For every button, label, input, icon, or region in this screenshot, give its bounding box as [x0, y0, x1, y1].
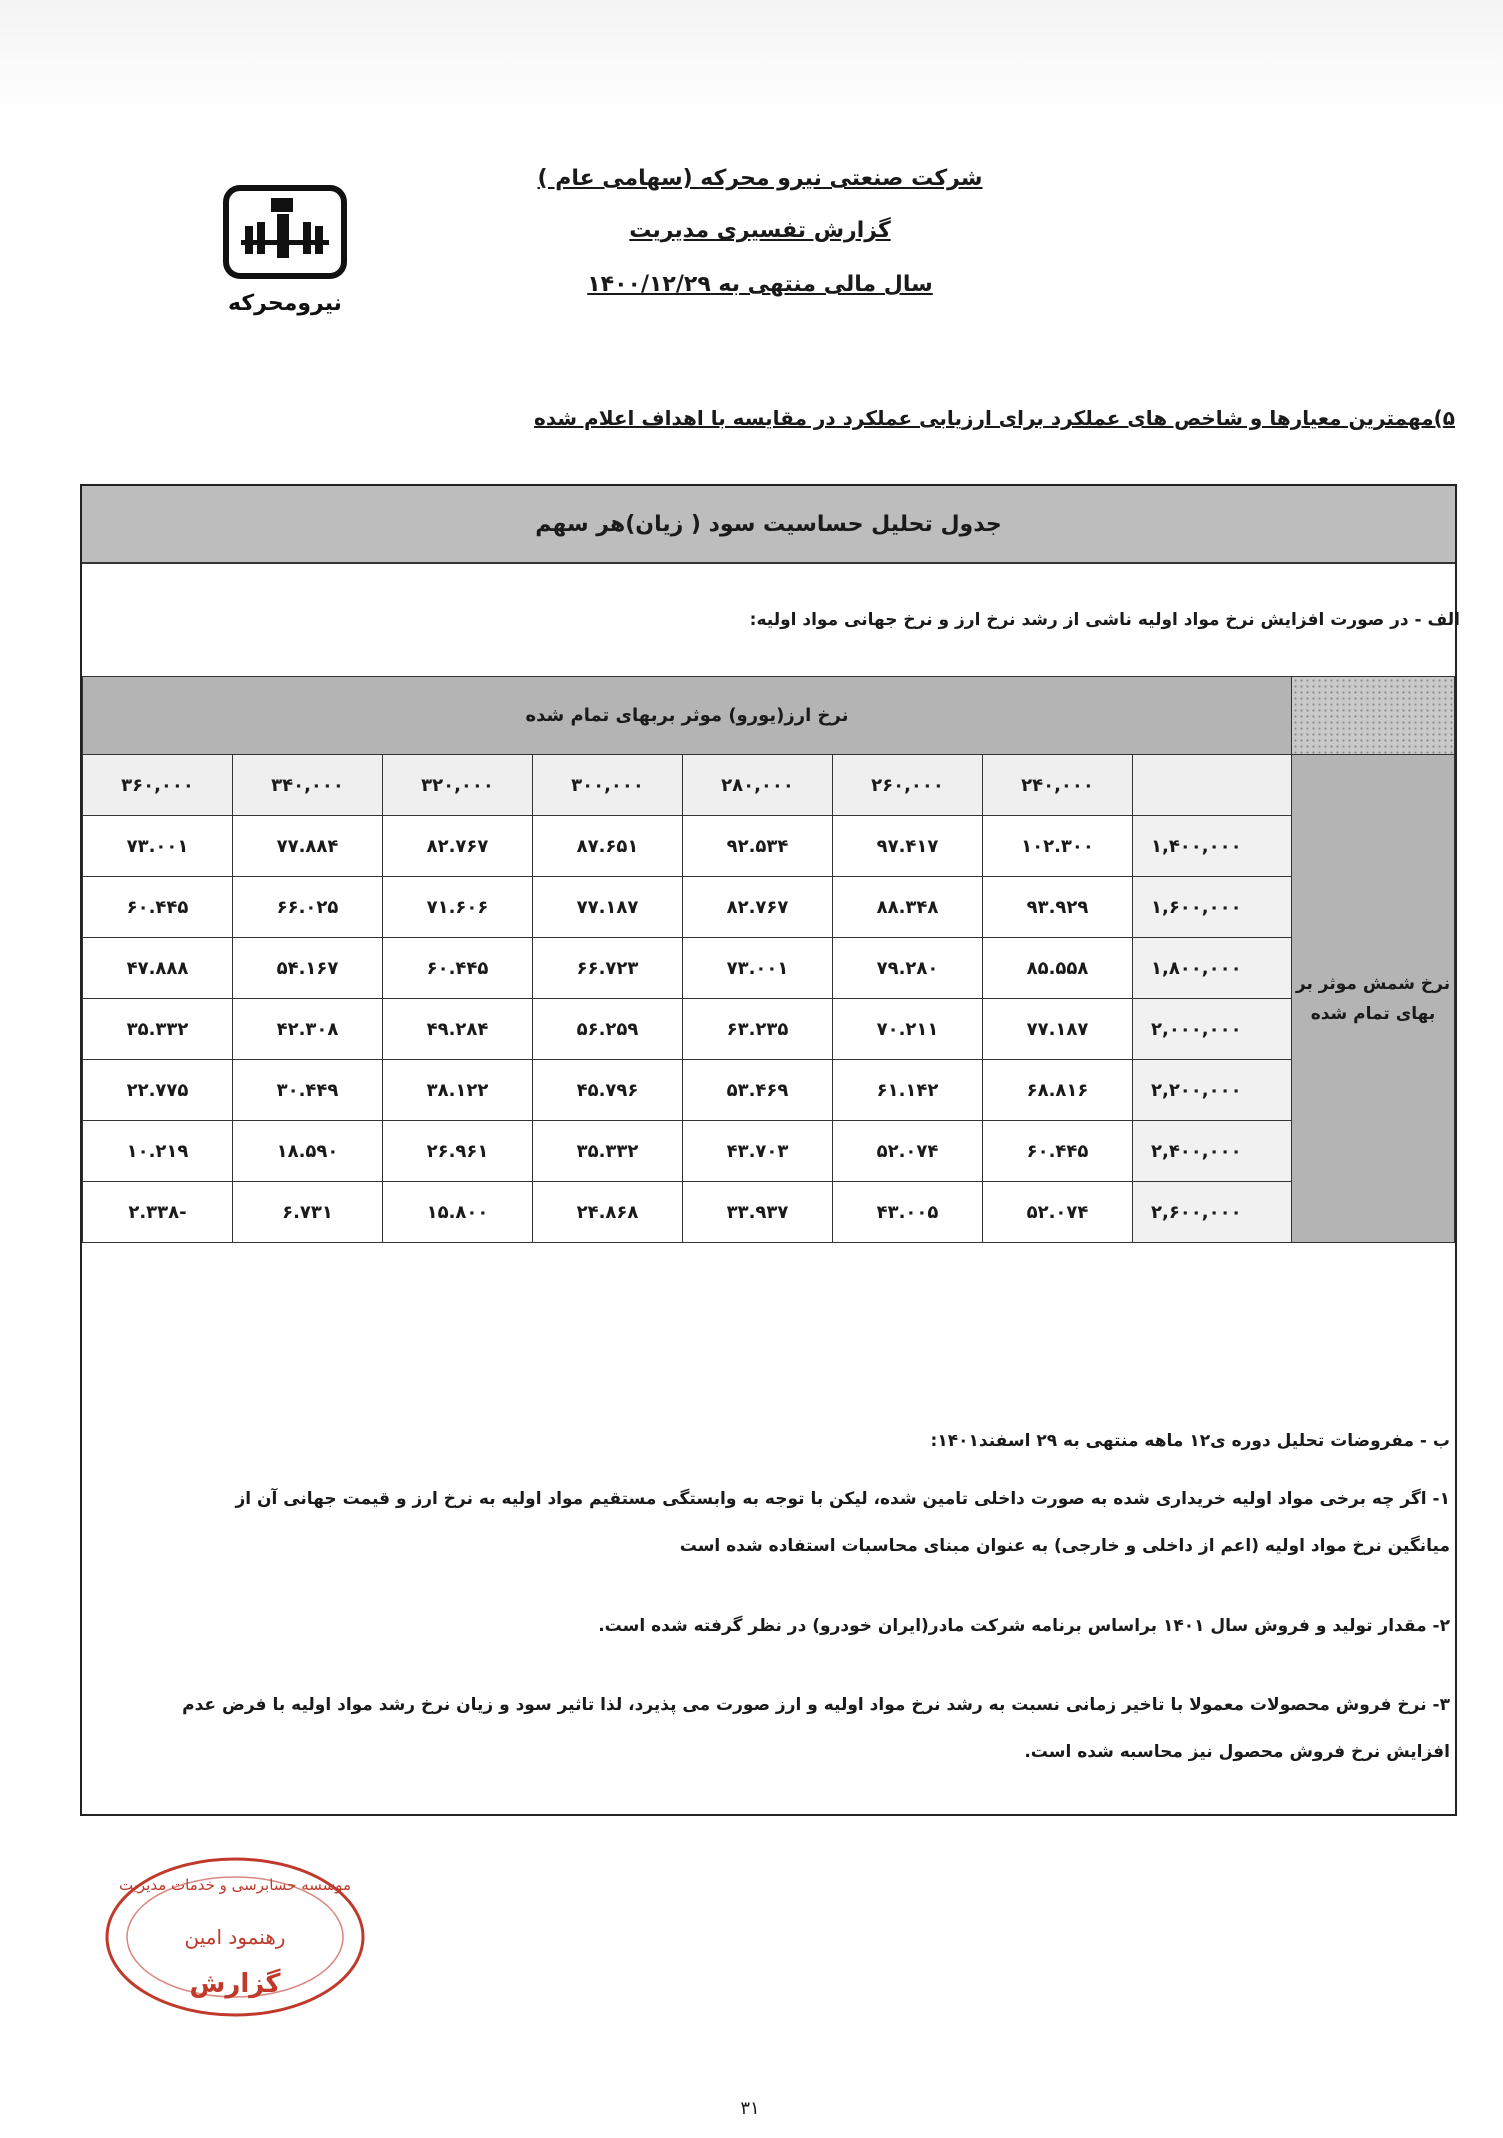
row-header: ۱,۴۰۰,۰۰۰	[1133, 816, 1292, 877]
table-row	[83, 1060, 1455, 1121]
table-cell: ۸۵.۵۵۸	[983, 938, 1133, 999]
logo-wordmark: نیرومحرکه	[228, 291, 342, 316]
table-cell: ۷۷.۱۸۷	[983, 999, 1133, 1060]
table-cell: ۸۷.۶۵۱	[533, 816, 683, 877]
table-cell: ۳۳.۹۳۷	[683, 1182, 833, 1243]
table-cell: ۳۸.۱۲۲	[383, 1060, 533, 1121]
row-header: ۲,۰۰۰,۰۰۰	[1133, 999, 1292, 1060]
table-cell: ۶۰.۴۴۵	[83, 877, 233, 938]
table-cell: ۲۶.۹۶۱	[383, 1121, 533, 1182]
fx-rate-header: نرخ ارز(یورو) موثر بربهای تمام شده	[83, 677, 1292, 755]
table-cell: ۸۸.۳۴۸	[833, 877, 983, 938]
table-cell: ۳۵.۳۳۲	[83, 999, 233, 1060]
table-cell: ۴۲.۳۰۸	[233, 999, 383, 1060]
table-row	[83, 938, 1455, 999]
table-cell: ۷۳.۰۰۱	[683, 938, 833, 999]
row-header: ۲,۲۰۰,۰۰۰	[1133, 1060, 1292, 1121]
column-header: ۳۲۰,۰۰۰	[383, 755, 533, 816]
table-cell: ۱۸.۵۹۰	[233, 1121, 383, 1182]
table-cell: ۸۲.۷۶۷	[683, 877, 833, 938]
assumption-2: ۲- مقدار تولید و فروش سال ۱۴۰۱ براساس برنامه شرکت مادر(ایران خودرو) در نظر گرفته شده است.	[598, 1616, 1450, 1636]
table-cell: ۶۶.۰۲۵	[233, 877, 383, 938]
stamp-label: گزارش	[189, 1969, 281, 1999]
row-header: ۱,۸۰۰,۰۰۰	[1133, 938, 1292, 999]
table-cell: ۵۴.۱۶۷	[233, 938, 383, 999]
fiscal-year: سال مالی منتهی به ۱۴۰۰/۱۲/۲۹	[587, 272, 933, 297]
table-cell: ۴۹.۲۸۴	[383, 999, 533, 1060]
column-header: ۲۶۰,۰۰۰	[833, 755, 983, 816]
table-cell: ۶۰.۴۴۵	[983, 1121, 1133, 1182]
section-title: ۵)مهمترین معیارها و شاخص های عملکرد برای ارزیابی عملکرد در مقایسه با اهداف اعلام شده	[534, 406, 1455, 430]
row-header: ۲,۶۰۰,۰۰۰	[1133, 1182, 1292, 1243]
table-cell: -۲.۳۳۸	[83, 1182, 233, 1243]
table-cell: ۹۲.۵۳۴	[683, 816, 833, 877]
table-cell: ۳۵.۳۳۲	[533, 1121, 683, 1182]
table-cell: ۴۳.۷۰۳	[683, 1121, 833, 1182]
assumption-3-line-2: افزایش نرخ فروش محصول نیز محاسبه شده است.	[1024, 1742, 1450, 1762]
table-row	[83, 1182, 1455, 1243]
table-cell: ۷۱.۶۰۶	[383, 877, 533, 938]
table-cell: ۴۷.۸۸۸	[83, 938, 233, 999]
table-row	[83, 816, 1455, 877]
table-cell: ۷۷.۸۸۴	[233, 816, 383, 877]
table-cell: ۲۲.۷۷۵	[83, 1060, 233, 1121]
table-cell: ۶۱.۱۴۲	[833, 1060, 983, 1121]
sensitivity-table	[82, 676, 1455, 1243]
table-cell: ۵۶.۲۵۹	[533, 999, 683, 1060]
column-header: ۳۴۰,۰۰۰	[233, 755, 383, 816]
assumption-1-line-1: ۱- اگر چه برخی مواد اولیه خریداری شده به صورت داخلی تامین شده، لیکن با توجه به وابستگی مستقیم مواد اولیه به نرخ ارز و قیمت جهانی آن از	[235, 1489, 1450, 1509]
table-cell: ۶۸.۸۱۶	[983, 1060, 1133, 1121]
empty-header-cell	[1133, 755, 1292, 816]
table-cell: ۶.۷۳۱	[233, 1182, 383, 1243]
table-cell: ۴۵.۷۹۶	[533, 1060, 683, 1121]
table-cell: ۷۳.۰۰۱	[83, 816, 233, 877]
table-cell: ۸۲.۷۶۷	[383, 816, 533, 877]
table-title: جدول تحلیل حساسیت سود ( زیان)هر سهم	[82, 486, 1455, 564]
stamp-firm: موسسه حسابرسی و خدمات مدیریت	[119, 1876, 351, 1894]
assumption-1-line-2: میانگین نرخ مواد اولیه (اعم از داخلی و خارجی) به عنوان مبنای محاسبات استفاده شده است	[679, 1536, 1450, 1556]
intro-paragraph: الف - در صورت افزایش نرخ مواد اولیه ناشی از رشد نرخ ارز و نرخ جهانی مواد اولیه:	[749, 610, 1460, 630]
table-cell: ۶۰.۴۴۵	[383, 938, 533, 999]
column-header: ۲۸۰,۰۰۰	[683, 755, 833, 816]
auditor-stamp	[100, 1852, 370, 2022]
column-header: ۳۶۰,۰۰۰	[83, 755, 233, 816]
table-cell: ۱۰۲.۳۰۰	[983, 816, 1133, 877]
scan-shadow	[0, 0, 1503, 120]
corner-cell	[1292, 677, 1455, 755]
table-row	[83, 877, 1455, 938]
table-cell: ۶۶.۷۲۳	[533, 938, 683, 999]
table-cell: ۲۴.۸۶۸	[533, 1182, 683, 1243]
stamp-name: رهنمود امین	[184, 1925, 286, 1949]
table-cell: ۹۳.۹۲۹	[983, 877, 1133, 938]
table-cell: ۶۳.۲۳۵	[683, 999, 833, 1060]
ingot-rate-header: نرخ شمش موثر بر بهای تمام شده	[1292, 755, 1455, 1243]
table-cell: ۵۲.۰۷۴	[833, 1121, 983, 1182]
table-cell: ۷۹.۲۸۰	[833, 938, 983, 999]
row-header: ۱,۶۰۰,۰۰۰	[1133, 877, 1292, 938]
table-cell: ۷۰.۲۱۱	[833, 999, 983, 1060]
table-row	[83, 1121, 1455, 1182]
table-cell: ۱۵.۸۰۰	[383, 1182, 533, 1243]
table-cell: ۳۰.۴۴۹	[233, 1060, 383, 1121]
report-title: گزارش تفسیری مدیریت	[629, 218, 891, 243]
column-header: ۲۴۰,۰۰۰	[983, 755, 1133, 816]
table-cell: ۷۷.۱۸۷	[533, 877, 683, 938]
table-cell: ۵۳.۴۶۹	[683, 1060, 833, 1121]
row-header: ۲,۴۰۰,۰۰۰	[1133, 1121, 1292, 1182]
column-header: ۳۰۰,۰۰۰	[533, 755, 683, 816]
page-number: ۳۱	[740, 2098, 760, 2119]
company-name: شرکت صنعتی نیرو محرکه (سهامی عام )	[537, 166, 983, 191]
assumption-3-line-1: ۳- نرخ فروش محصولات معمولا با تاخیر زمانی نسبت به رشد نرخ مواد اولیه و ارز صورت می پذیرد، لذا تاثیر سود و زیان نرخ رشد مواد اولیه با فرض عدم	[182, 1695, 1450, 1715]
table-cell: ۱۰.۲۱۹	[83, 1121, 233, 1182]
table-cell: ۴۳.۰۰۵	[833, 1182, 983, 1243]
assumptions-title: ب - مفروضات تحلیل دوره ی۱۲ ماهه منتهی به ۲۹ اسفند۱۴۰۱:	[930, 1431, 1450, 1451]
table-cell: ۹۷.۴۱۷	[833, 816, 983, 877]
table-cell: ۵۲.۰۷۴	[983, 1182, 1133, 1243]
table-row	[83, 999, 1455, 1060]
company-logo	[221, 184, 351, 324]
